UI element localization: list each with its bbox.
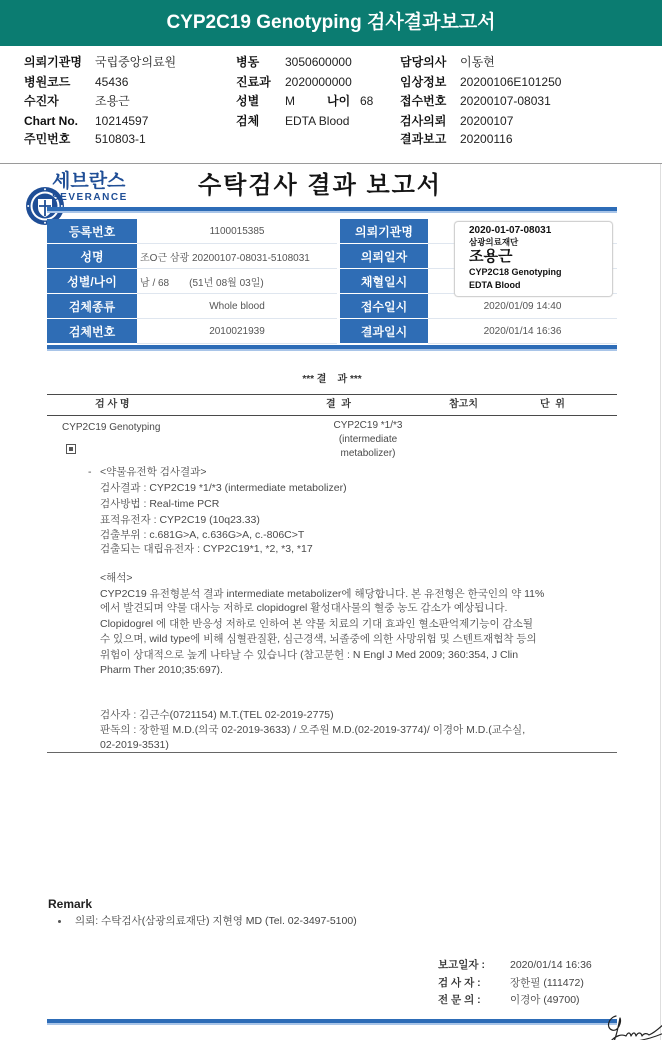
specimen-value: EDTA Blood [285, 114, 350, 128]
logo-name-ko: 세브란스 [52, 171, 126, 192]
staff-line: 02-2019-3531) [100, 739, 169, 751]
staff-line: 판독의 : 장한필 M.D.(의국 02-2019-3633) / 오주원 M.D.(02-2019-3774)/ 이경아 M.D.(교수실, [100, 724, 526, 736]
result-date-value: 2020/01/14 16:36 [428, 319, 617, 344]
collection-date-label: 채혈일시 [340, 269, 428, 294]
column-reference: 참고치 [449, 399, 478, 410]
body-end-rule [47, 752, 617, 753]
sticker-org: 삼광의료재단 [469, 237, 519, 247]
ward-label: 병동 [236, 55, 260, 69]
interpretation-heading: <해석> [100, 572, 133, 584]
clinical-info-label: 임상정보 [400, 75, 447, 89]
sticker-name: 조용근 [469, 248, 513, 265]
header-top-rule [47, 394, 617, 395]
patient-value: 조용근 [95, 94, 130, 108]
sticker-test: CYP2C18 Genotyping [469, 267, 562, 277]
result-report-value: 20200116 [460, 132, 513, 146]
name-label: 성명 [47, 244, 137, 269]
sticker-specimen: EDTA Blood [469, 280, 521, 290]
doctor-value: 이동현 [460, 55, 495, 69]
specimen-type-value: Whole blood [137, 294, 337, 319]
scan-edge [660, 164, 661, 1040]
patient-label: 수진자 [24, 94, 59, 108]
registration-no-value: 1100015385 [137, 219, 337, 244]
requesting-org-label: 의뢰기관명 [340, 219, 428, 244]
clinical-info-value: 20200106E101250 [460, 75, 562, 89]
institution-value: 국립중앙의료원 [95, 55, 177, 69]
column-test-name: 검 사 명 [95, 399, 130, 410]
specimen-label: 검체 [236, 114, 260, 128]
pgx-line: 검사결과 : CYP2C19 *1/*3 (intermediate metabolizer) [100, 482, 347, 494]
staff-line: 검사자 : 김근수(0721154) M.T.(TEL 02-2019-2775) [100, 709, 334, 721]
sex-age-label: 성별/나이 [47, 269, 137, 294]
sex-value: M [285, 94, 295, 108]
specimen-no-label: 검체번호 [47, 319, 137, 344]
title-bar [0, 0, 662, 46]
sex-label: 성별 [236, 94, 260, 108]
remark-item: 의뢰: 수탁검사(삼광의료재단) 지현영 MD (Tel. 02-3497-5100) [75, 915, 357, 927]
table-top-rule-light [47, 211, 617, 213]
report-title: 수탁검사 결과 보고서 [198, 172, 442, 199]
resident-no-label: 주민번호 [24, 132, 71, 146]
pgx-heading: <약물유전학 검사결과> [100, 466, 207, 478]
section-divider [0, 163, 662, 164]
table-bottom-rule-light [47, 349, 617, 351]
sex-age-value: 남 / 68 [140, 277, 170, 289]
severance-logo-icon [7, 168, 47, 208]
examiner-label: 검 사 자 : [438, 977, 481, 989]
test-request-value: 20200107 [460, 114, 514, 128]
hospital-code-label: 병원코드 [24, 75, 71, 89]
remark-title: Remark [48, 897, 93, 911]
receipt-no-label: 접수번호 [400, 94, 447, 108]
logo-name-en: SEVERANCE [52, 192, 128, 203]
pgx-line: 검사방법 : Real-time PCR [100, 498, 220, 510]
test-request-label: 검사의뢰 [400, 114, 447, 128]
resident-no-value: 510803-1 [95, 132, 146, 146]
doctor-label: 담당의사 [400, 55, 447, 69]
results-heading: *** 결 과 *** [302, 374, 362, 385]
interpretation-line: Clopidogrel 에 대한 반응성 저하로 인하여 본 약물 치료의 기대 효과인 혈소판억제기능이 감소될 [100, 618, 533, 630]
test-item-icon [48, 423, 58, 433]
test-name: CYP2C19 Genotyping [62, 422, 161, 433]
interpretation-line: 수 있으며, wild type에 비해 심혈관질환, 심근경색, 뇌졸중에 의한 사망위험 및 스텐트재협착 등의 [100, 633, 537, 645]
result-report-label: 결과보고 [400, 132, 447, 146]
specimen-no-value: 2010021939 [137, 319, 337, 344]
report-date-value: 2020/01/14 16:36 [510, 959, 592, 971]
header-bottom-rule [47, 415, 617, 416]
birth-date-value: (51년 08월 03일) [189, 277, 264, 289]
ward-value: 3050600000 [285, 55, 352, 69]
column-result: 결 과 [326, 399, 351, 410]
interpretation-line: Pharm Ther 2010;35:697). [100, 664, 223, 676]
pgx-line: 검출부위 : c.681G>A, c.636G>A, c.-806C>T [100, 529, 305, 541]
age-value: 68 [360, 94, 374, 108]
result-line: (intermediate [338, 434, 398, 445]
page-title: CYP2C19 Genotyping 검사결과보고서 [166, 12, 496, 33]
receipt-date-label: 접수일시 [340, 294, 428, 319]
column-unit: 단 위 [540, 399, 565, 410]
result-line: metabolizer) [340, 448, 396, 459]
institution-label: 의뢰기관명 [24, 55, 82, 69]
page-bottom-rule-light [47, 1023, 617, 1025]
request-date-label: 의뢰일자 [340, 244, 428, 269]
sex-age-cell [137, 269, 337, 294]
specialist-label: 전 문 의 : [438, 994, 481, 1006]
specimen-label-sticker [455, 222, 612, 296]
receipt-date-value: 2020/01/09 14:40 [428, 294, 617, 319]
receipt-no-value: 20200107-08031 [460, 94, 551, 108]
chart-no-value: 10214597 [95, 114, 149, 128]
specimen-type-label: 검체종류 [47, 294, 137, 319]
remark-bullet [58, 920, 61, 923]
report-date-label: 보고일자 : [438, 959, 485, 971]
interpretation-line: 에서 발견되며 약물 대사능 저하로 clopidogrel 활성대사물의 혈중 농도 감소가 예상됩니다. [100, 602, 508, 614]
department-label: 진료과 [236, 75, 271, 89]
summary-table-left [47, 219, 337, 344]
registration-no-label: 등록번호 [47, 219, 137, 244]
examiner-value: 장한필 (111472) [510, 977, 584, 989]
chart-no-label: Chart No. [24, 114, 78, 128]
pgx-line: 검출되는 대립유전자 : CYP2C19*1, *2, *3, *17 [100, 543, 313, 555]
age-label: 나이 [327, 94, 351, 108]
result-line: CYP2C19 *1/*3 [333, 420, 403, 431]
pgx-line: 표적유전자 : CYP2C19 (10q23.33) [100, 514, 260, 526]
result-date-label: 결과일시 [340, 319, 428, 344]
sticker-receipt: 2020-01-07-08031 [469, 225, 552, 236]
hospital-code-value: 45436 [95, 75, 129, 89]
signature [584, 984, 656, 1036]
interpretation-line: 위험이 상대적으로 높게 나타날 수 있습니다 (참고문헌 : N Engl J Med 2009; 360:354, J Clin [100, 649, 519, 661]
specialist-value: 이경아 (49700) [510, 994, 580, 1006]
department-value: 2020000000 [285, 75, 352, 89]
interpretation-line: CYP2C19 유전형분석 결과 intermediate metabolizer에 해당합니다. 본 유전형은 한국인의 약 11% [100, 588, 545, 600]
name-value: 조O근 삼광 20200107-08031-5108031 [137, 244, 337, 269]
pgx-marker: - [88, 466, 92, 478]
